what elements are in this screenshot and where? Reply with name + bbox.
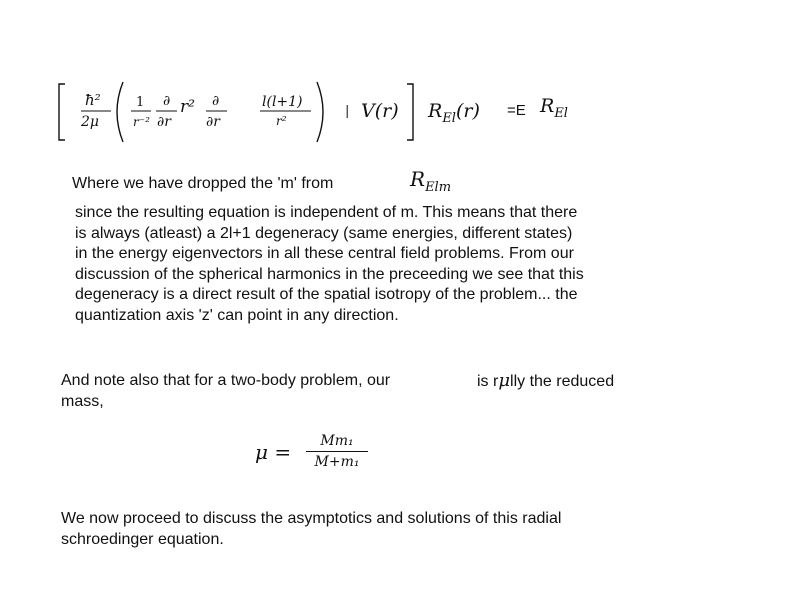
rhs-function: $R_{El}$ [540,95,568,121]
left-paren [117,82,123,142]
two-body-line-1: And note also that for a two-body problem, our [61,372,391,389]
radial-function: $R_{El}(r)$ [428,100,480,126]
radial-subscript: El [442,110,456,126]
radial-argument: (r) [455,100,480,122]
r-elm-symbol: $R_{Elm}$ [410,167,452,195]
right-bracket [407,84,413,140]
plus-sign: | [345,104,350,119]
paragraph-line: quantization axis 'z' can point in any direction. [75,306,399,324]
two-body-note [61,371,461,412]
dropped-note-text: Where we have dropped the 'm' from [72,175,334,192]
two-body-right-suffix: lly the reduced [510,373,615,390]
paragraph-line: since the resulting equation is independent of m. This means that there [75,204,578,221]
closing-line-2: schroedinger equation. [61,530,224,548]
rhs-subscript: El [554,105,568,121]
paragraph-line: degeneracy is a direct result of the spatial isotropy of the problem... the [75,286,578,303]
r-squared: r² [180,97,195,117]
right-paren [317,82,323,142]
fraction-bar [306,451,368,452]
partial-r-denominator: ∂r [157,114,171,130]
reduced-mass-numerator: Mm₁ [320,433,354,449]
two-body-right [477,371,614,393]
paragraph-line: is always (atleast) a 2l+1 degeneracy (same energies, different states) [75,224,573,242]
left-bracket [59,84,65,140]
one-numerator: 1 [136,95,145,110]
two-mu: 2μ [81,114,100,130]
closing [61,509,711,550]
partial-numerator-2: ∂ [212,93,220,109]
reduced-mass-fraction [306,433,368,470]
equals-e-label: =E [507,102,526,119]
reduced-mass-denominator: M+m₁ [314,454,360,470]
hbar-squared: ħ² [85,91,101,109]
two-body-right-prefix: is r [477,373,499,390]
reduced-mass-lhs: μ = [255,440,292,464]
paragraph [75,203,675,326]
paragraph-line: in the energy eigenvectors in all these central field problems. From our [75,245,574,262]
l-term-denominator: r² [276,114,287,128]
l-term-numerator: l(l+1) [262,94,303,110]
mu-symbol: μ [498,370,511,391]
two-body-line-2: mass, [61,392,104,410]
r2-denominator: r⁻² [133,115,150,129]
partial-numerator: ∂ [163,93,171,109]
partial-r-denominator-2: ∂r [206,114,220,130]
closing-line-1: We now proceed to discuss the asymptotics and solutions of this radial [61,510,562,527]
potential-v: V(r) [361,100,399,122]
paragraph-line: discussion of the spherical harmonics in the preceeding we see that this [75,265,584,283]
